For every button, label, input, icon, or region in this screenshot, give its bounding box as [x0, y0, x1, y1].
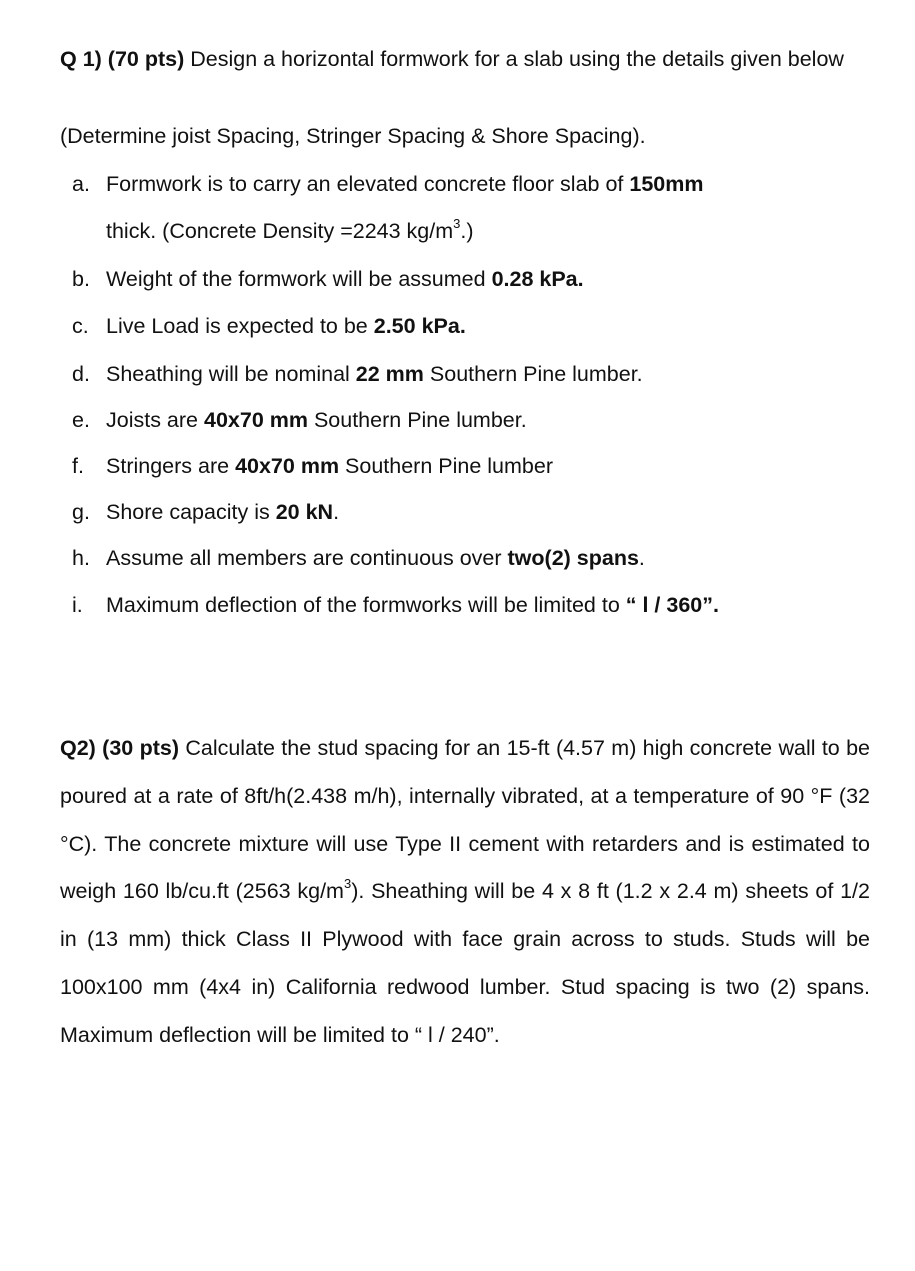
- list-marker: f.: [72, 454, 84, 478]
- item-text: Weight of the formwork will be assumed: [106, 267, 492, 291]
- item-text: Joists are: [106, 408, 204, 432]
- item-bold-text: 20 kN: [275, 500, 334, 524]
- list-marker: g.: [72, 500, 90, 524]
- item-text: Stringers are: [106, 454, 236, 478]
- list-item-text: [106, 256, 866, 303]
- item-text-post: .: [638, 546, 645, 570]
- question-2-label: Q2) (30 pts): [60, 736, 179, 760]
- item-text: Live Load is expected to be: [106, 314, 374, 338]
- superscript: 3: [343, 876, 352, 892]
- item-text-post: Southern Pine lumber.: [307, 408, 527, 432]
- list-item-text: [106, 351, 866, 398]
- list-item-text: [106, 582, 866, 629]
- item-text: Maximum deflection of the formworks will be limited to: [106, 593, 626, 617]
- list-marker: i.: [72, 593, 83, 617]
- list-marker: c.: [72, 314, 89, 338]
- list-item-text: [106, 303, 866, 350]
- question-1-heading: [60, 44, 870, 75]
- item-text-post: Southern Pine lumber: [339, 454, 553, 478]
- list-item-text: [106, 397, 866, 444]
- question-1-text: Design a horizontal formwork for a slab using the details given below: [184, 47, 844, 71]
- item-bold-text: 150mm: [629, 172, 704, 196]
- item-bold-text: 40x70 mm: [203, 408, 308, 432]
- list-item-text: [106, 535, 866, 582]
- superscript: 3: [453, 215, 461, 231]
- list-item-text: [106, 443, 866, 490]
- list-marker: b.: [72, 267, 90, 291]
- list-item-text: [106, 489, 866, 536]
- item-text: Formwork is to carry an elevated concrete floor slab of: [106, 172, 630, 196]
- item-text-line2: thick. (Concrete Density =2243 kg/m: [106, 219, 454, 243]
- list-marker: h.: [72, 546, 90, 570]
- item-bold-text: 0.28 kPa.: [491, 267, 584, 291]
- item-bold-text: 40x70 mm: [235, 454, 340, 478]
- item-text: Sheathing will be nominal: [106, 362, 356, 386]
- question-2-text-a: Calculate the stud spacing for an 15-ft (4.57 m) high concrete wall to be poured at a rate of 8ft/h(2.438 m/h), internally vibrated, at a temperature of 90 °F (32 °C). The concrete mixture will use Type II cement with retarders and is estimated to weigh 160 lb/cu.ft (2563 kg/m: [60, 736, 871, 904]
- item-text-post: Southern Pine lumber.: [423, 362, 643, 386]
- item-text: Shore capacity is: [106, 500, 276, 524]
- item-bold-text: 2.50 kPa.: [373, 314, 466, 338]
- item-bold-text: “ l / 360”.: [625, 593, 719, 617]
- item-text-end: .): [460, 219, 474, 243]
- question-2-paragraph: [60, 725, 870, 1060]
- list-marker: a.: [72, 172, 90, 196]
- item-bold-text: two(2) spans: [507, 546, 639, 570]
- list-item-text: [106, 161, 866, 255]
- item-text: Assume all members are continuous over: [106, 546, 508, 570]
- list-marker: d.: [72, 362, 90, 386]
- question-1-subtitle: (Determine joist Spacing, Stringer Spacing & Shore Spacing).: [60, 124, 646, 148]
- question-1-label: Q 1) (70 pts): [60, 47, 185, 71]
- list-marker: e.: [72, 408, 90, 432]
- item-text-post: .: [333, 500, 340, 524]
- question-2-text-b: ). Sheathing will be 4 x 8 ft (1.2 x 2.4 m) sheets of 1/2 in (13 mm) thick Class II Plywood with face grain across to studs. Studs will be 100x100 mm (4x4 in) California redwood lumber. Stud spacing is two (2) spans. Maximum deflection will be limited to “ l / 240”.: [60, 879, 870, 1047]
- item-bold-text: 22 mm: [355, 362, 424, 386]
